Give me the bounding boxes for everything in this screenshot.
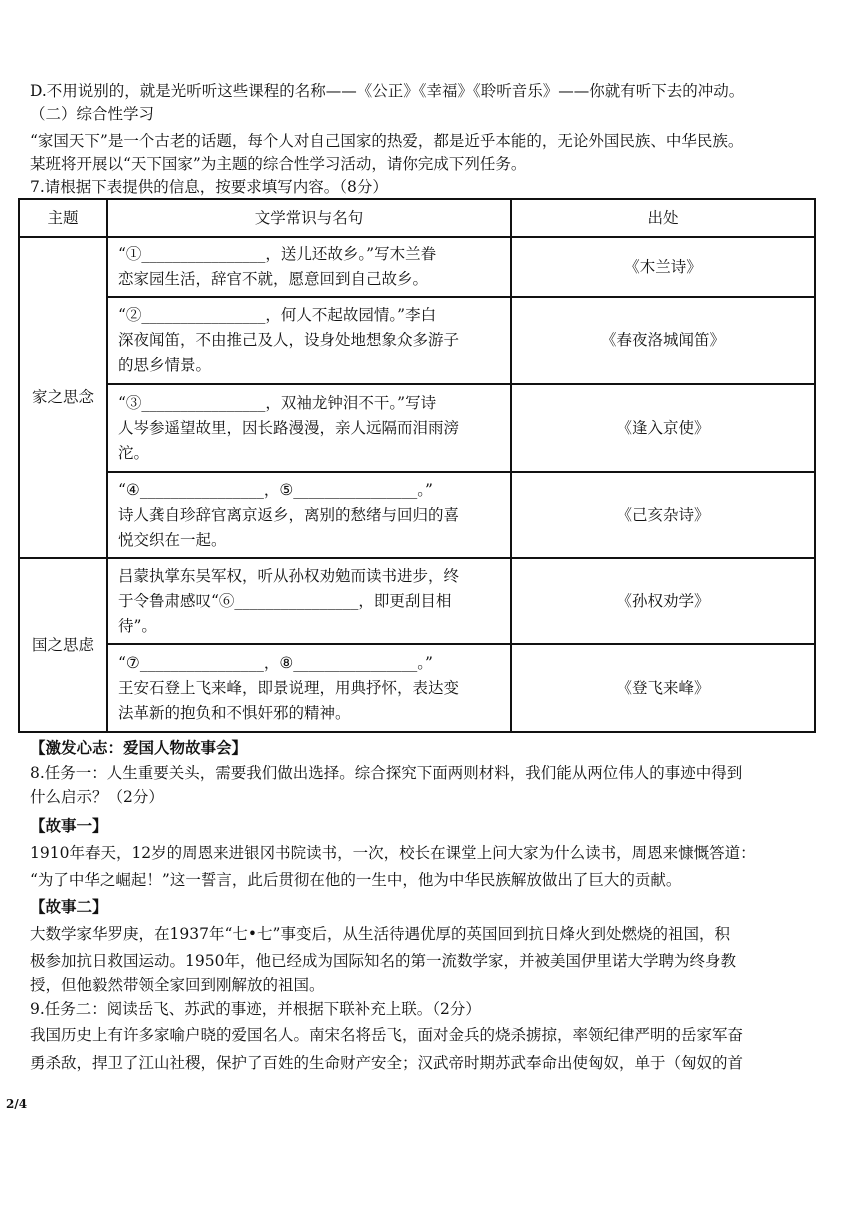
content-line: “④________________，⑤________________。” — [118, 480, 433, 499]
table-row — [19, 472, 815, 558]
theme-cell-nation: 国之思虑 — [19, 558, 107, 732]
question-7: 7.请根据下表提供的信息，按要求填写内容。（8分） — [30, 178, 388, 196]
header-content: 文学常识与名句 — [107, 199, 511, 237]
story-2-line-2: 极参加抗日救国运动。1950年，他已经成为国际知名的第一流数学家，并被美国伊里诺大学聘为终身教 — [30, 952, 736, 970]
content-line: “②________________，何人不起故园情。”李白 — [118, 306, 437, 324]
content-line: 的思乡情景。 — [118, 356, 212, 374]
option-d-text: D.不用说别的，就是光听听这些课程的名称——《公正》《幸福》《聆听音乐》——你就有听下去的冲动。 — [30, 82, 745, 100]
theme-cell-home: 家之思念 — [19, 237, 107, 558]
page-number: 2/4 — [6, 1097, 28, 1111]
content-line: 诗人龚自珍辞官离京返乡，离别的愁绪与回归的喜 — [118, 505, 460, 524]
story-1-line-1: 1910年春天，12岁的周恩来进银冈书院读书，一次，校长在课堂上问大家为什么读书，周恩来慷慨答道： — [30, 844, 756, 862]
story-1-line-2: “为了中华之崛起！”这一誓言，此后贯彻在他的一生中，他为中华民族解放做出了巨大的贡献。 — [30, 871, 682, 889]
source-cell: 《木兰诗》 — [511, 237, 815, 297]
story-2-line-3: 授，但他毅然带领全家回到刚解放的祖国。 — [30, 976, 325, 994]
table-header-row — [19, 199, 815, 237]
source-cell: 《孙权劝学》 — [511, 558, 815, 644]
content-cell — [107, 472, 511, 558]
content-cell — [107, 237, 511, 297]
story-1-title: 【故事一】 — [30, 816, 108, 835]
story-meeting-heading: 【激发心志：爱国人物故事会】 — [30, 738, 248, 757]
content-line: 待”。 — [118, 616, 157, 635]
intro-text-2: 某班将开展以“天下国家”为主题的综合性学习活动，请你完成下列任务。 — [30, 155, 527, 173]
question-9-text-2: 勇杀敌，捍卫了江山社稷，保护了百姓的生命财产安全；汉武帝时期苏武奉命出使匈奴，单于（匈奴的首 — [30, 1054, 744, 1072]
content-line: 法革新的抱负和不惧奸邪的精神。 — [118, 703, 351, 722]
content-line: 于令鲁肃感叹“⑥________________，即更刮目相 — [118, 591, 452, 610]
table-row — [19, 237, 815, 297]
header-theme: 主题 — [19, 199, 107, 237]
table-row — [19, 384, 815, 472]
intro-text-1: “家国天下”是一个古老的话题，每个人对自己国家的热爱，都是近乎本能的，无论外国民族、中华民族。 — [30, 132, 744, 150]
content-cell — [107, 297, 511, 384]
source-cell: 《逢入京使》 — [511, 384, 815, 472]
table-row — [19, 297, 815, 384]
content-line: 深夜闻笛，不由推己及人，设身处地想象众多游子 — [118, 331, 460, 349]
question-9: 9.任务二：阅读岳飞、苏武的事迹，并根据下联补充上联。（2分） — [30, 1000, 481, 1018]
content-cell — [107, 644, 511, 732]
table-row — [19, 644, 815, 732]
content-line: 王安石登上飞来峰，即景说理，用典抒怀，表达变 — [118, 678, 460, 697]
question-8-line-2: 什么启示？（2分） — [30, 788, 164, 806]
content-line: “⑦________________，⑧________________。” — [118, 653, 433, 672]
header-source: 出处 — [511, 199, 815, 237]
story-2-title: 【故事二】 — [30, 897, 108, 916]
content-line: 悦交织在一起。 — [118, 530, 227, 549]
literature-table — [18, 198, 816, 733]
section-heading: （二）综合性学习 — [30, 105, 155, 123]
question-8-line-1: 8.任务一：人生重要关头，需要我们做出选择。综合探究下面两则材料，我们能从两位伟人的事迹中得到 — [30, 764, 743, 782]
source-cell: 《登飞来峰》 — [511, 644, 815, 732]
content-line: 人岑参遥望故里，因长路漫漫，亲人远隔而泪雨滂 — [118, 418, 460, 437]
content-line: 恋家园生活，辞官不就，愿意回到自己故乡。 — [118, 270, 429, 288]
content-line: “①________________，送儿还故乡。”写木兰眷 — [118, 245, 437, 263]
content-line: 吕蒙执掌东吴军权，听从孙权劝勉而读书进步，终 — [118, 566, 460, 585]
content-line: 沱。 — [118, 443, 150, 462]
story-2-line-1: 大数学家华罗庚，在1937年“七•七”事变后，从生活待遇优厚的英国回到抗日烽火到处燃烧的祖国，积 — [30, 925, 730, 943]
source-cell: 《春夜洛城闻笛》 — [511, 297, 815, 384]
source-cell: 《己亥杂诗》 — [511, 472, 815, 558]
content-cell — [107, 558, 511, 644]
question-9-text-1: 我国历史上有许多家喻户晓的爱国名人。南宋名将岳飞，面对金兵的烧杀掳掠，率领纪律严明的岳家军奋 — [30, 1026, 744, 1044]
content-line: “③________________，双袖龙钟泪不干。”写诗 — [118, 393, 437, 412]
table-row — [19, 558, 815, 644]
content-cell — [107, 384, 511, 472]
